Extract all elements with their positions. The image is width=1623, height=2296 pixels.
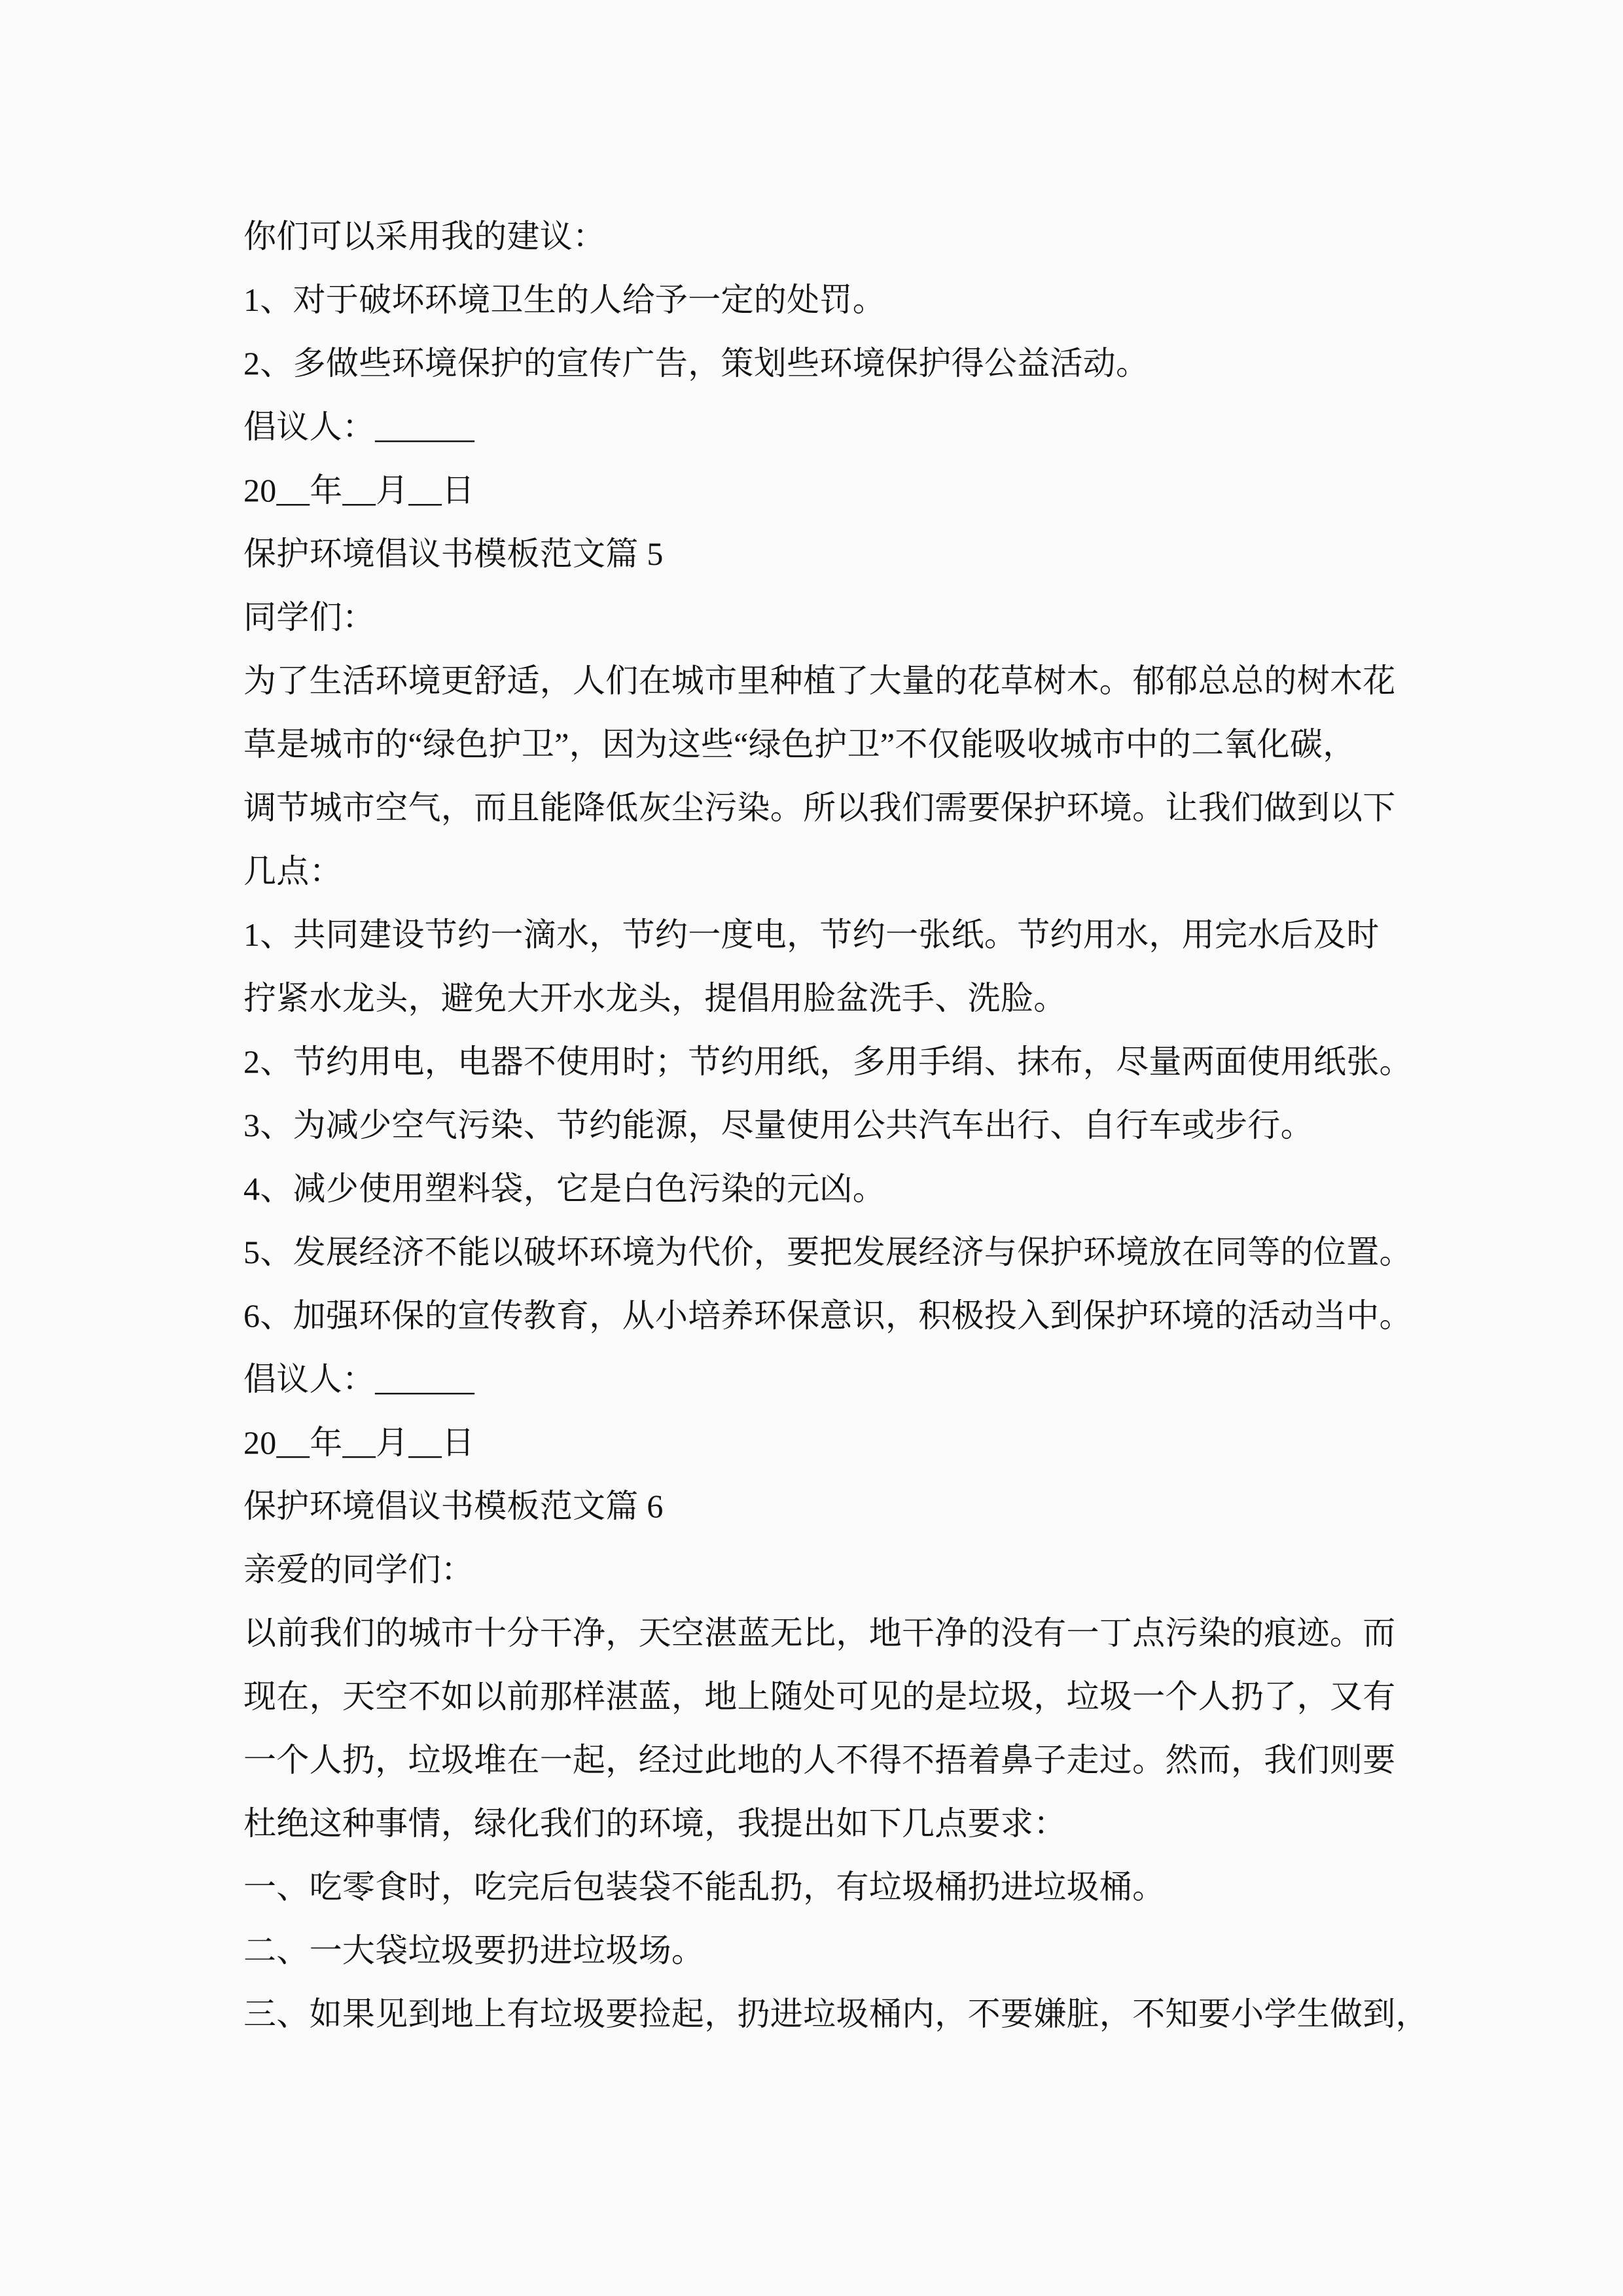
section-title: 保护环境倡议书模板范文篇 6 [243, 1488, 664, 1524]
text-line: 杜绝这种事情，绿化我们的环境，我提出如下几点要求： [243, 1805, 1067, 1842]
list-item: 二、一大袋垃圾要扔进垃圾场。 [243, 1932, 705, 1969]
text-line: 草是城市的“绿色护卫”，因为这些“绿色护卫”不仅能吸收城市中的二氧化碳， [243, 726, 1356, 762]
section-title: 保护环境倡议书模板范文篇 5 [243, 535, 664, 572]
list-item: 2、多做些环境保护的宣传广告，策划些环境保护得公益活动。 [243, 345, 1149, 382]
date-line: 20__年__月__日 [243, 1424, 475, 1461]
date-line: 20__年__月__日 [243, 472, 475, 509]
document-body [243, 205, 1435, 2046]
list-item: 1、对于破坏环境卫生的人给予一定的处罚。 [243, 281, 885, 318]
salutation: 同学们： [243, 599, 376, 636]
list-item: 3、为减少空气污染、节约能源，尽量使用公共汽车出行、自行车或步行。 [243, 1107, 1313, 1143]
text-line: 为了生活环境更舒适，人们在城市里种植了大量的花草树木。郁郁总总的树木花 [243, 662, 1396, 699]
salutation: 亲爱的同学们： [243, 1551, 474, 1588]
proposer-signature-line: 倡议人：______ [243, 1361, 474, 1397]
text-line: 以前我们的城市十分干净，天空湛蓝无比，地干净的没有一丁点污染的痕迹。而 [243, 1615, 1396, 1651]
list-item: 2、节约用电，电器不使用时；节约用纸，多用手绢、抹布，尽量两面使用纸张。 [243, 1043, 1412, 1080]
list-item: 6、加强环保的宣传教育，从小培养环保意识，积极投入到保护环境的活动当中。 [243, 1297, 1412, 1334]
list-item: 4、减少使用塑料袋，它是白色污染的元凶。 [243, 1170, 885, 1207]
text-line: 你们可以采用我的建议： [243, 218, 606, 255]
text-line: 一个人扔，垃圾堆在一起，经过此地的人不得不捂着鼻子走过。然而，我们则要 [243, 1742, 1396, 1778]
list-item: 一、吃零食时，吃完后包装袋不能乱扔，有垃圾桶扔进垃圾桶。 [243, 1869, 1166, 1905]
list-item: 1、共同建设节约一滴水，节约一度电，节约一张纸。节约用水，用完水后及时 [243, 916, 1380, 953]
list-item: 5、发展经济不能以破坏环境为代价，要把发展经济与保护环境放在同等的位置。 [243, 1234, 1412, 1270]
text-line: 拧紧水龙头，避免大开水龙头，提倡用脸盆洗手、洗脸。 [243, 980, 1067, 1016]
text-line: 几点： [243, 853, 342, 889]
proposer-signature-line: 倡议人：______ [243, 408, 474, 445]
text-line: 现在，天空不如以前那样湛蓝，地上随处可见的是垃圾，垃圾一个人扔了，又有 [243, 1678, 1396, 1715]
list-item: 三、如果见到地上有垃圾要捡起，扔进垃圾桶内，不要嫌脏，不知要小学生做到， [243, 1996, 1429, 2032]
text-line: 调节城市空气，而且能降低灰尘污染。所以我们需要保护环境。让我们做到以下 [243, 789, 1396, 826]
